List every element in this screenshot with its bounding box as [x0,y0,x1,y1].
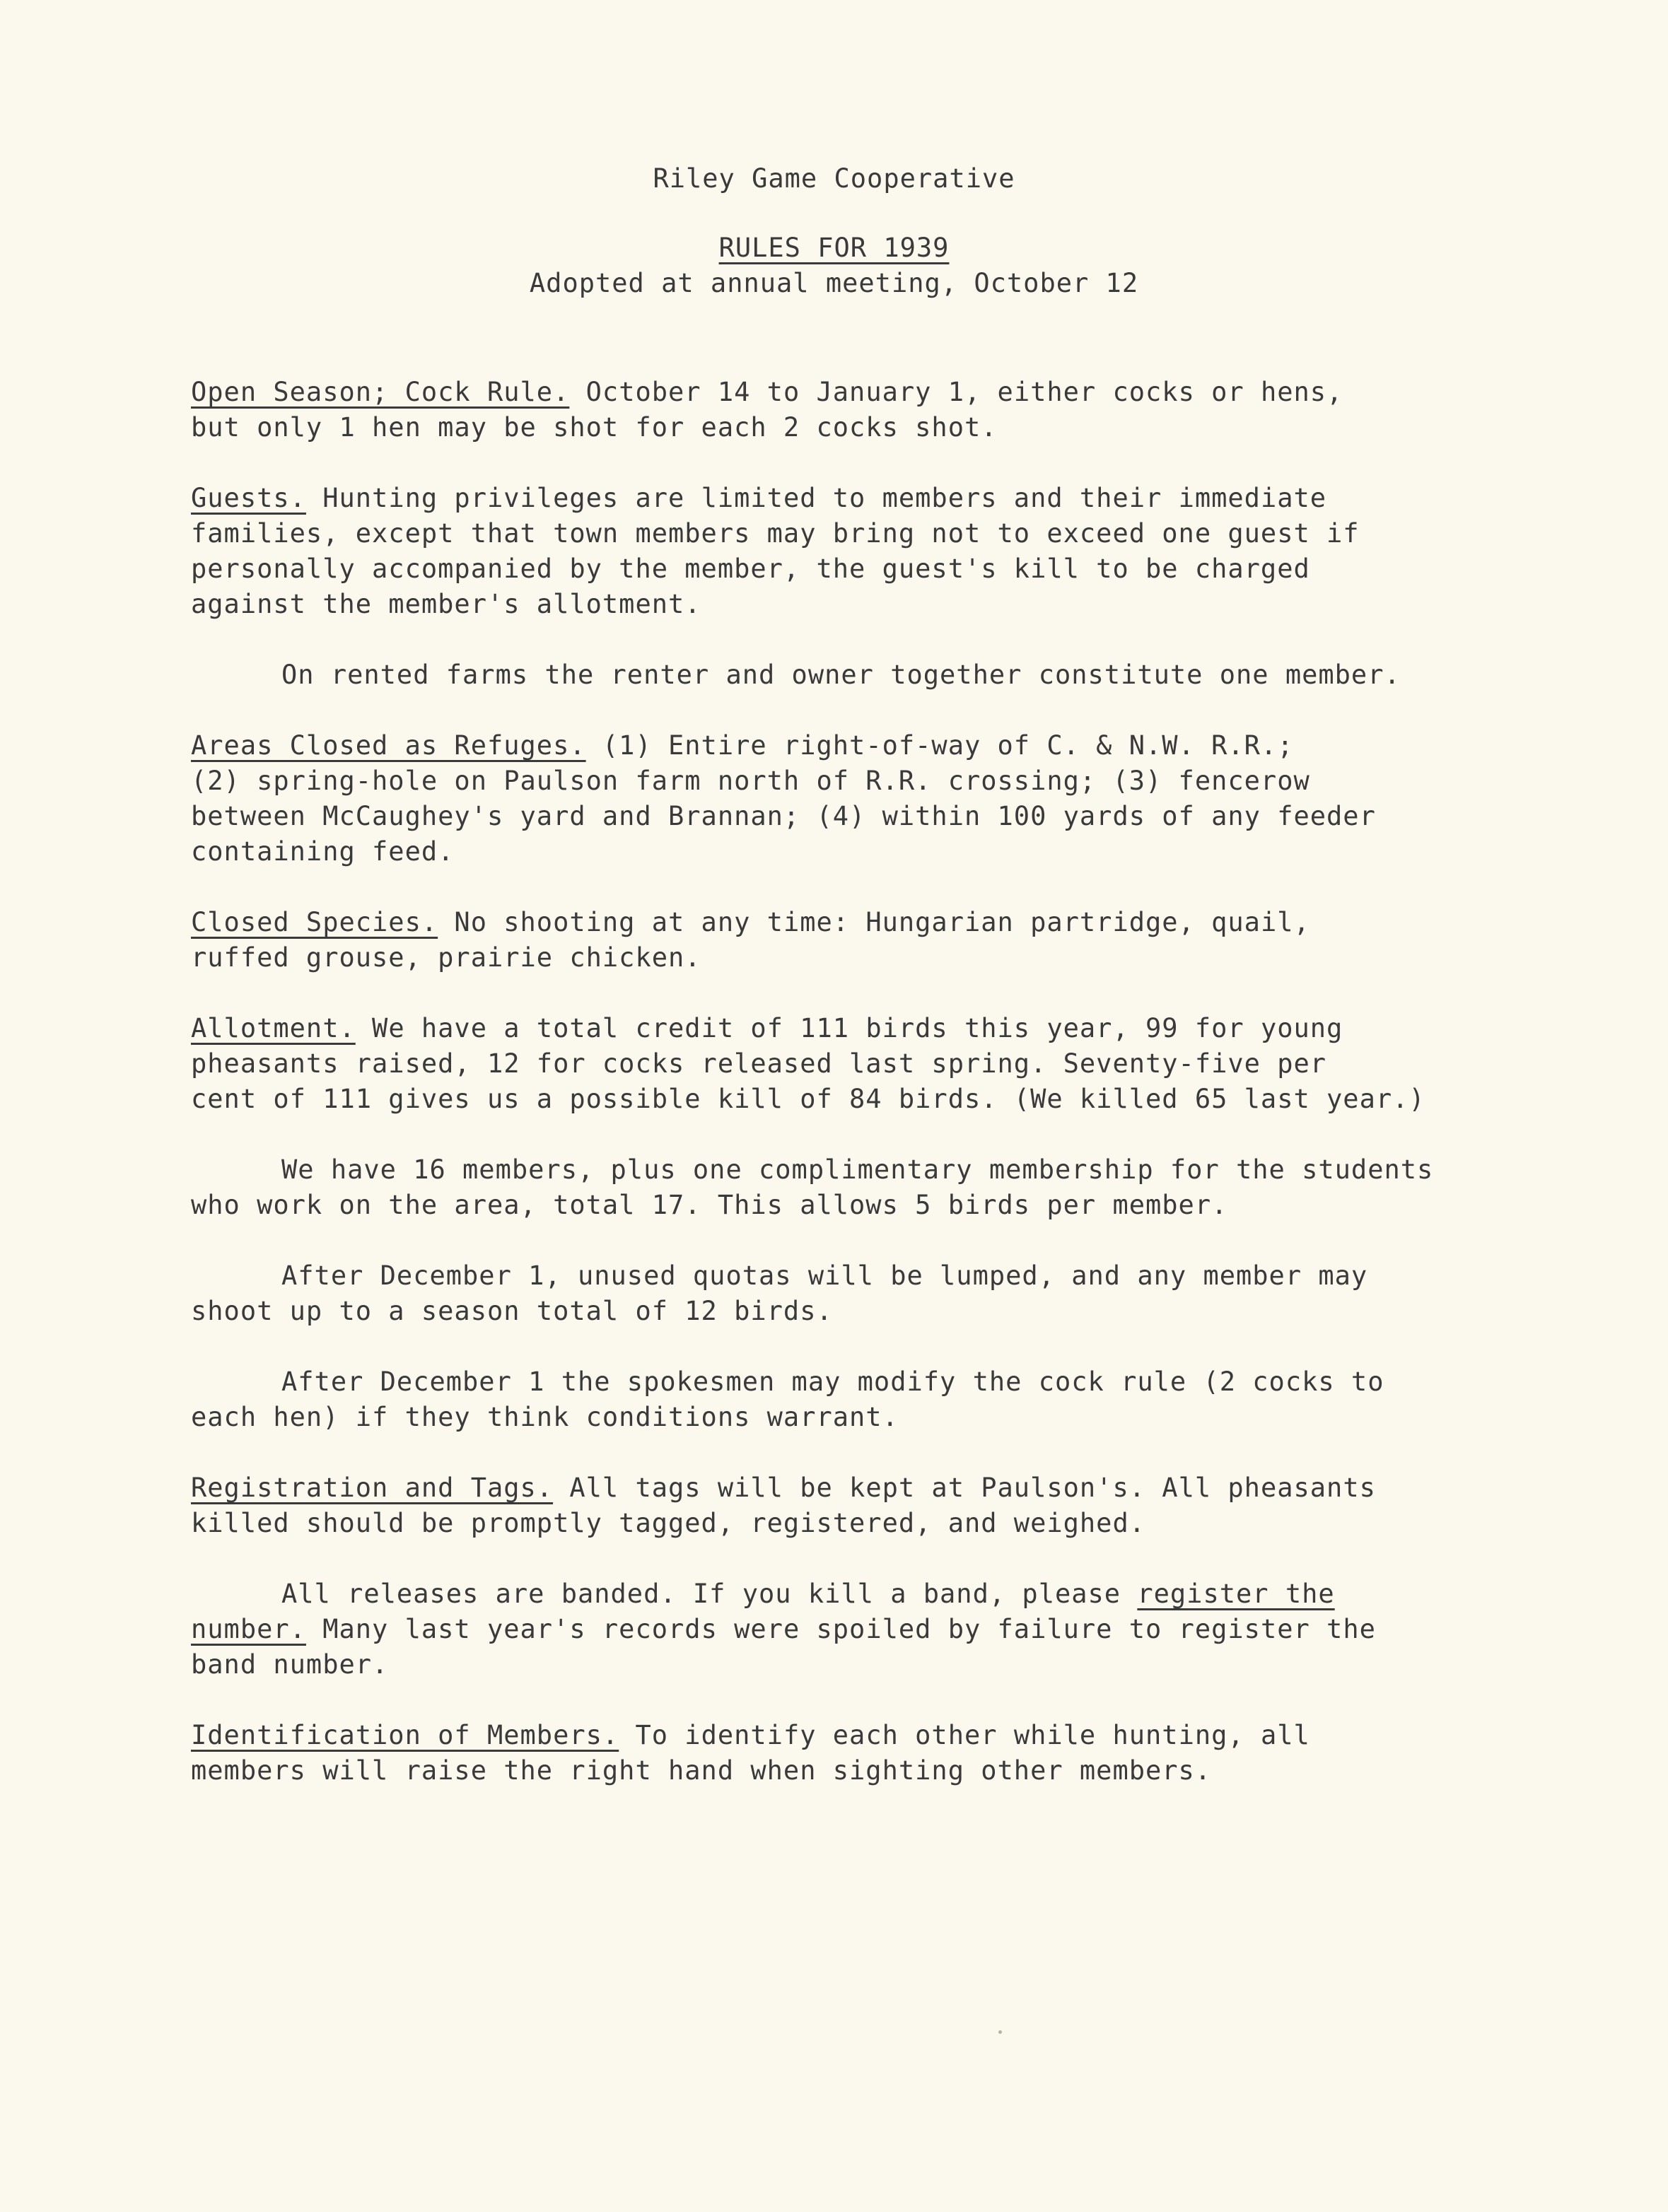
section-identification [191,1718,1605,1789]
section-text: To identify each other while hunting, all [635,1720,1310,1750]
section-text: personally accompanied by the member, the guest's kill to be charged [191,554,1310,584]
section-text: containing feed. [191,836,455,867]
section-guests [191,481,1605,622]
section-heading: Closed Species. [191,907,438,937]
section-heading: Guests. [191,483,306,513]
section-text: who work on the area, total 17. This allows 5 birds per member. [191,1190,1228,1220]
section-text: On rented farms the renter and owner together constitute one member. [281,660,1401,690]
section-text: band number. [191,1649,389,1680]
organization-title: Riley Game Cooperative [653,163,1015,194]
section-text: (1) Entire right-of-way of C. & N.W. R.R.; [602,730,1294,761]
section-areas-closed [191,728,1605,870]
rules-heading-text: RULES FOR 1939 [718,233,950,263]
section-text: families, except that town members may bring not to exceed one guest if [191,518,1360,549]
section-text: members will raise the right hand when sighting other members. [191,1755,1212,1786]
section-heading: Identification of Members. [191,1720,619,1750]
rules-heading [0,230,1668,266]
section-text: After December 1 the spokesmen may modify the cock rule (2 cocks to [281,1367,1384,1397]
section-text: each hen) if they think conditions warrant. [191,1402,899,1432]
section-registration [191,1470,1605,1541]
section-text: October 14 to January 1, either cocks or hens, [585,377,1343,407]
paper-speck [998,2030,1002,2034]
section-text: All tags will be kept at Paulson's. All pheasants [569,1473,1376,1503]
rules-body [191,375,1605,1824]
section-text: (2) spring-hole on Paulson farm north of R.R. crossing; (3) fencerow [191,766,1310,796]
section-text: but only 1 hen may be shot for each 2 cocks shot. [191,412,998,443]
section-heading: Allotment. [191,1013,356,1043]
section-text: We have 16 members, plus one complimentary membership for the students [281,1154,1434,1185]
section-heading: Areas Closed as Refuges. [191,730,586,761]
section-text: Many last year's records were spoiled by failure to register the [322,1614,1376,1644]
section-closed-species [191,905,1605,976]
section-text: against the member's allotment. [191,589,701,619]
paragraph-december-quota [191,1258,1605,1329]
section-text: We have a total credit of 111 birds this year, 99 for young [372,1013,1343,1043]
underlined-text: number. [191,1614,306,1644]
section-text: shoot up to a season total of 12 birds. [191,1296,833,1326]
adoption-note: Adopted at annual meeting, October 12 [529,268,1139,298]
section-heading: Registration and Tags. [191,1473,554,1503]
section-open-season [191,375,1605,445]
section-text: pheasants raised, 12 for cocks released last spring. Seventy-five per [191,1048,1327,1079]
paragraph-rented-farms [191,657,1605,693]
section-text: No shooting at any time: Hungarian partridge, quail, [454,907,1310,937]
section-text: ruffed grouse, prairie chicken. [191,942,701,973]
paragraph-members [191,1152,1605,1223]
section-text: After December 1, unused quotas will be lumped, and any member may [281,1260,1368,1291]
section-text: killed should be promptly tagged, registered, and weighed. [191,1508,1146,1538]
section-text: Hunting privileges are limited to members and their immediate [322,483,1327,513]
underlined-text: register the [1137,1579,1335,1609]
section-text: between McCaughey's yard and Brannan; (4) within 100 yards of any feeder [191,801,1376,831]
section-text: cent of 111 gives us a possible kill of 84 birds. (We killed 65 last year.) [191,1084,1425,1114]
section-heading: Open Season; Cock Rule. [191,377,570,407]
section-text: All releases are banded. If you kill a band, please [281,1579,1121,1609]
section-allotment [191,1011,1605,1117]
paragraph-december-cock-rule [191,1364,1605,1435]
paragraph-releases [191,1576,1605,1683]
